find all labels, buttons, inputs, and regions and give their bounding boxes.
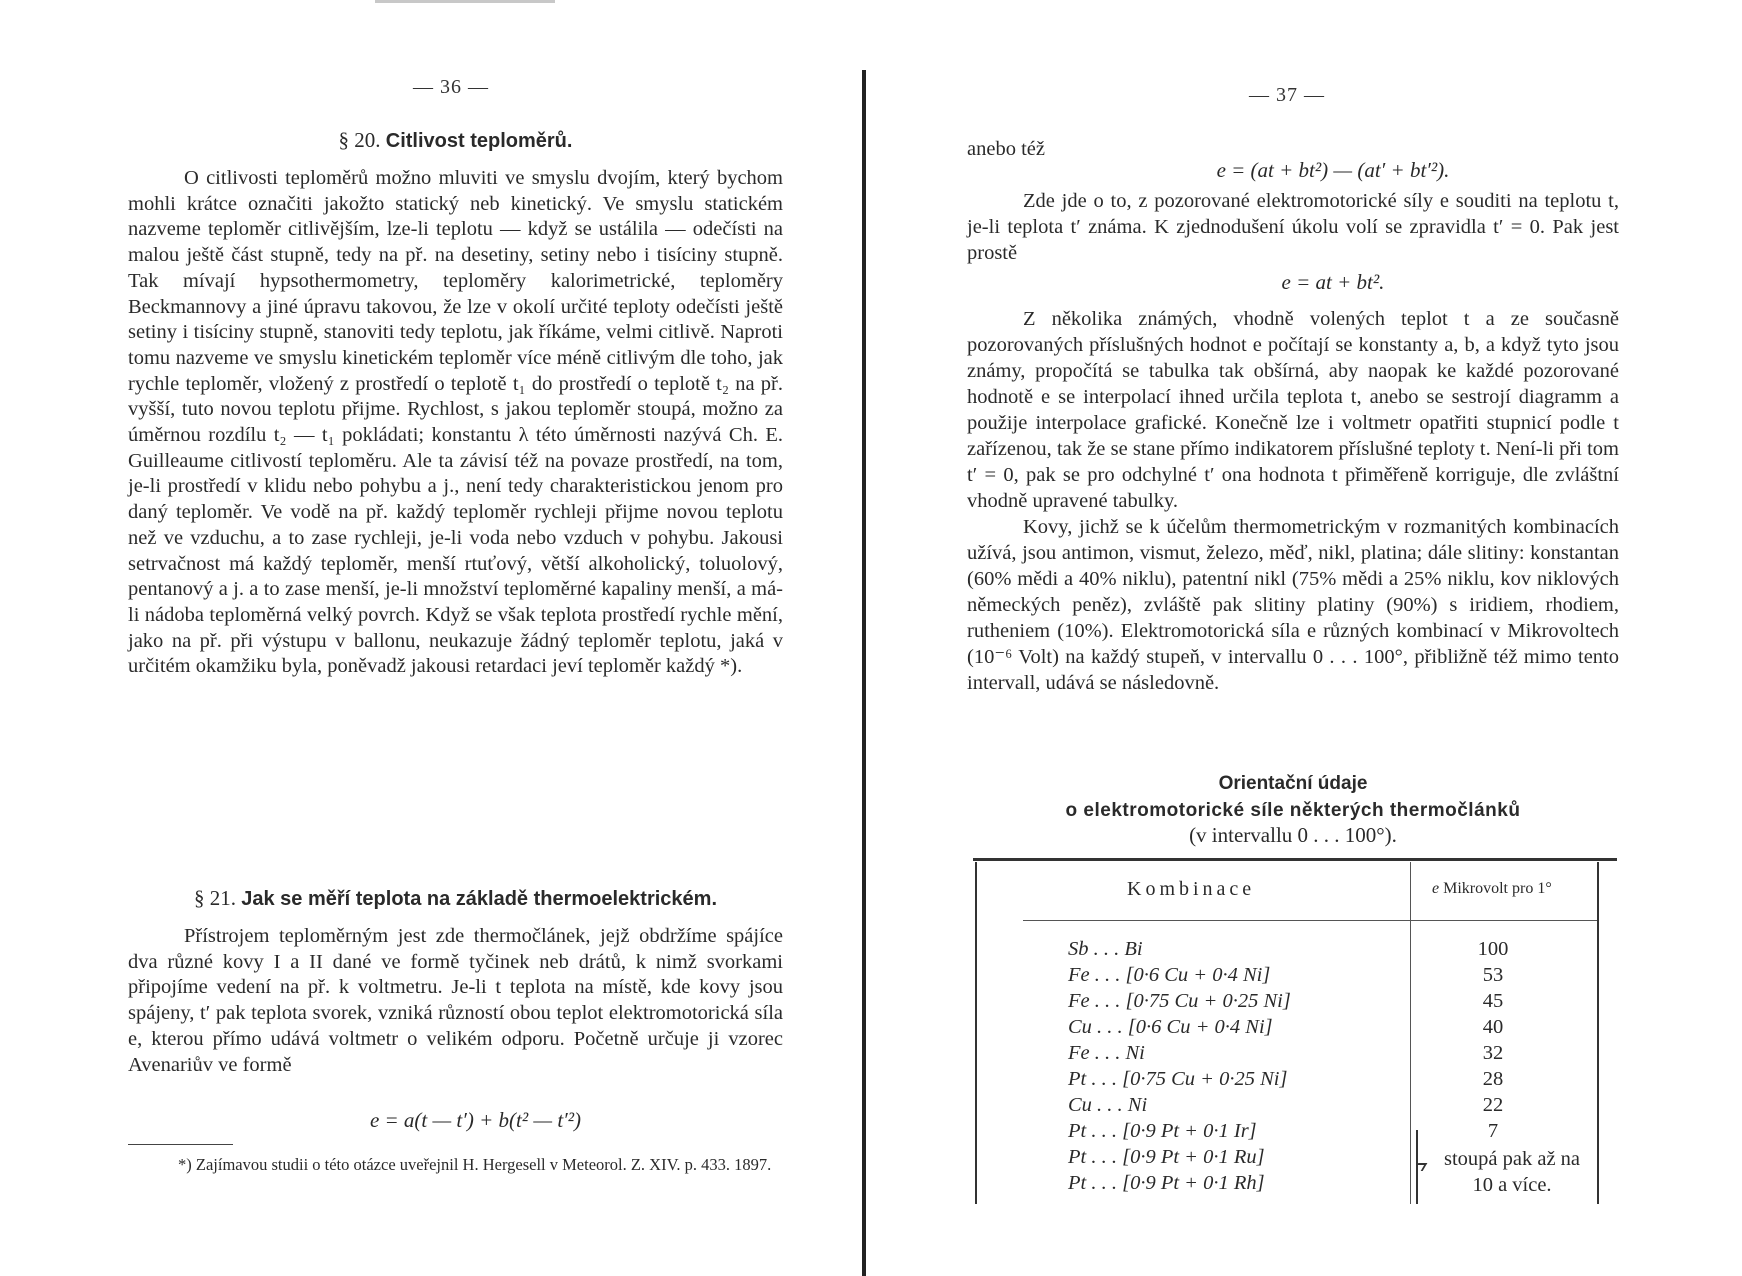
row-combination: Sb . . . Bi	[1068, 938, 1143, 960]
row-value: 7	[1487, 1120, 1499, 1142]
row-combination: Fe . . . Ni	[1068, 1042, 1145, 1064]
table-header-value	[1432, 880, 1552, 898]
page-number-right: — 37 —	[1249, 84, 1325, 106]
row-value: 45	[1482, 990, 1504, 1012]
section-21-number: § 21.	[193, 886, 236, 910]
right-paragraph-1: anebo též	[967, 138, 1045, 160]
footnote: *) Zajímavou studii o této otázce uveřejnil H. Hergesell v Meteorol. Z. XIV. p. 433. 1897.	[178, 1155, 772, 1174]
avenarius-formula: e = a(t — t′) + b(t² — t′²)	[369, 1108, 582, 1132]
book-spine	[862, 70, 866, 1276]
section-20-body	[128, 166, 783, 846]
table-row	[1068, 1066, 1588, 1092]
table-row	[1068, 988, 1588, 1014]
formula-simple: e = at + bt².	[1281, 270, 1385, 294]
right-paragraphs-3-4	[967, 306, 1619, 696]
table-brace	[1416, 1130, 1426, 1204]
row-value: 100	[1477, 938, 1509, 960]
formula-difference: e = (at + bt²) — (at′ + bt′²).	[1216, 158, 1450, 182]
row-value: 22	[1482, 1094, 1504, 1116]
section-20-heading	[128, 128, 783, 153]
table-note: stoupá pak až na 10 a více.	[1443, 1148, 1581, 1196]
section-20-paragraph: O citlivosti teploměrů možno mluviti ve smyslu dvojím, který bychom mohli krátce označiti jakožto statický neb kinetický. Ve smyslu statickém nazveme teploměr citlivějším, lze-li teplotu — když se ustálila — odečísti na malou ještě část stupně, tedy na př. na desetiny, setiny nebo i tisíciny stupně. Tak mívají hypsothermometry, teploměry kalorimetrické, teploměry Beckmannovy a jiné úpravu takovou, že lze v okolí určité teploty odečísti ještě setiny i tisíciny stupně, stanoviti tedy teplotu, jak říkáme, velmi citlivě. Naproti tomu nazveme ve smyslu kinetickém teploměr více méně citlivým dle toho, jak rychle teploměr, vložený z prostředí o teplotě t₁ do prostředí o teplotě t₂ na př. vyšší, tuto novou teplotu přijme. Rychlost, s jakou teploměr stoupá, možno za úměrnou rozdílu t₂ — t₁ pokládati; konstantu λ této úměrnosti nazývá Ch. E. Guilleaume citlivostí teploměru. Ale ta závisí též na povaze prostředí, na tom, je-li prostředí v klidu nebo pohybu a j., není tedy charakteristickou jenom pro daný teploměr. Ve vodě na př. každý teploměr rychleji přijme novou teplotu než ve vzduchu, a to zase rychleji, je-li voda nebo vzduch v pohybu. Jakousi setrvačnost má každý teploměr, menší rtuťový, větší alkoholický, toluolový, pentanový a j. a to zase menší, je-li množství teploměrné kapaliny menší, a má-li nádoba teploměrná velký povrch. Když se však teplota prostředí rychle mění, jako na př. při výstupu v ballonu, neukazuje žádný teploměr teplotu, jaká v určitém okamžiku byla, poněvadž jakousi retardaci jeví teploměr každý *).	[128, 167, 783, 678]
table-title: Orientační údaje	[1218, 773, 1368, 794]
section-20-title: Citlivost teploměrů.	[385, 130, 573, 152]
section-21-paragraph: Přístrojem teploměrným jest zde thermočlánek, jejž obdržíme spájíce dva různé kovy I a II dané ve formě tyčinek neb drátů, k nimž svorkami připojíme vedení na př. k voltmetru. Je-li t teplota na místě, kde kovy jsou spájeny, t′ pak teplota svorek, vzniká růzností obou teplot elektromotorická síla e, kterou přímo udává voltmetr o velikém odporu. Početně určuje ji vzorec Avenariův ve formě	[128, 925, 783, 1076]
row-combination: Pt . . . [0·9 Pt + 0·1 Ru]	[1068, 1146, 1265, 1168]
row-combination: Cu . . . [0·6 Cu + 0·4 Ni]	[1068, 1016, 1273, 1038]
table-header-rule	[1023, 920, 1597, 921]
header-e-symbol: e	[1432, 880, 1440, 897]
right-page	[967, 0, 1619, 1276]
table-top-rule	[973, 858, 1617, 861]
table-row	[1068, 936, 1588, 962]
table-right-border	[1597, 862, 1599, 1204]
footnote-rule	[128, 1144, 233, 1145]
row-value: 40	[1482, 1016, 1504, 1038]
page-number-left: — 36 —	[413, 76, 489, 98]
section-21-body	[128, 924, 783, 1114]
row-combination: Pt . . . [0·9 Pt + 0·1 Rh]	[1068, 1172, 1265, 1194]
table-row	[1068, 1014, 1588, 1040]
row-combination: Cu . . . Ni	[1068, 1094, 1148, 1116]
section-21-heading	[128, 886, 783, 911]
row-value: 53	[1482, 964, 1504, 986]
table-row	[1068, 962, 1588, 988]
table-subtitle: o elektromotorické síle některých thermočlánků	[1065, 800, 1521, 821]
row-combination: Fe . . . [0·6 Cu + 0·4 Ni]	[1068, 964, 1271, 986]
right-paragraph-3: Z několika známých, vhodně volených teplot t a ze současně pozorovaných příslušných hodnot e počítají se konstanty a, b, a když tyto jsou známy, propočítá se tabulka tak obšírná, aby naopak ke každé pozorované hodnotě e se interpolací ihned určila teplota t, anebo se sestrojí diagramm a použije interpolace grafické. Konečně lze i voltmetr opatřiti stupnicí podle t zařízenou, tak že se stane přímo indikatorem příslušné teploty t. Není-li při tom t′ = 0, pak se pro odchylné t′ ona hodnota t přiměřeně korriguje, dle zvláštní vhodně upravené tabulky.	[967, 308, 1619, 512]
row-combination: Fe . . . [0·75 Cu + 0·25 Ni]	[1068, 990, 1291, 1012]
row-combination: Pt . . . [0·75 Cu + 0·25 Ni]	[1068, 1068, 1288, 1090]
table-header-combination: Kombinace	[1127, 878, 1256, 900]
table-left-border	[975, 862, 977, 1204]
table-row	[1068, 1092, 1588, 1118]
left-page	[128, 0, 783, 1276]
row-value: 28	[1482, 1068, 1504, 1090]
right-paragraph-4: Kovy, jichž se k účelům thermometrickým v rozmanitých kombinacích užívá, jsou antimon, vismut, železo, měď, nikl, platina; dále slitiny: konstantan (60% mědi a 40% niklu), patentní nikl (75% mědi a 25% niklu, kov niklových německých peněz), zvláště pak slitiny platiny (90%) s iridiem, rhodiem, rutheniem (10%). Elektromotorická síla e různých kombinací v Mikrovoltech (10⁻⁶ Volt) na každý stupeň, v intervallu 0 . . . 100°, přibližně též mimo tento intervall, udává se následovně.	[967, 516, 1619, 694]
row-combination: Pt . . . [0·9 Pt + 0·1 Ir]	[1068, 1120, 1257, 1142]
row-value: 32	[1482, 1042, 1504, 1064]
table-row	[1068, 1118, 1588, 1144]
table-interval: (v intervallu 0 . . . 100°).	[1189, 823, 1397, 847]
header-unit: Mikrovolt pro 1°	[1443, 880, 1552, 897]
right-paragraph-2: Zde jde o to, z pozorované elektromotorické síly e souditi na teplotu t, je-li teplota t′ známa. K zjednodušení úkolu volí se zpravidla t′ = 0. Pak jest prostě	[967, 190, 1619, 264]
section-21-title: Jak se měří teplota na základě thermoelektrickém.	[241, 888, 718, 910]
section-20-number: § 20.	[338, 128, 381, 152]
table-row	[1068, 1040, 1588, 1066]
